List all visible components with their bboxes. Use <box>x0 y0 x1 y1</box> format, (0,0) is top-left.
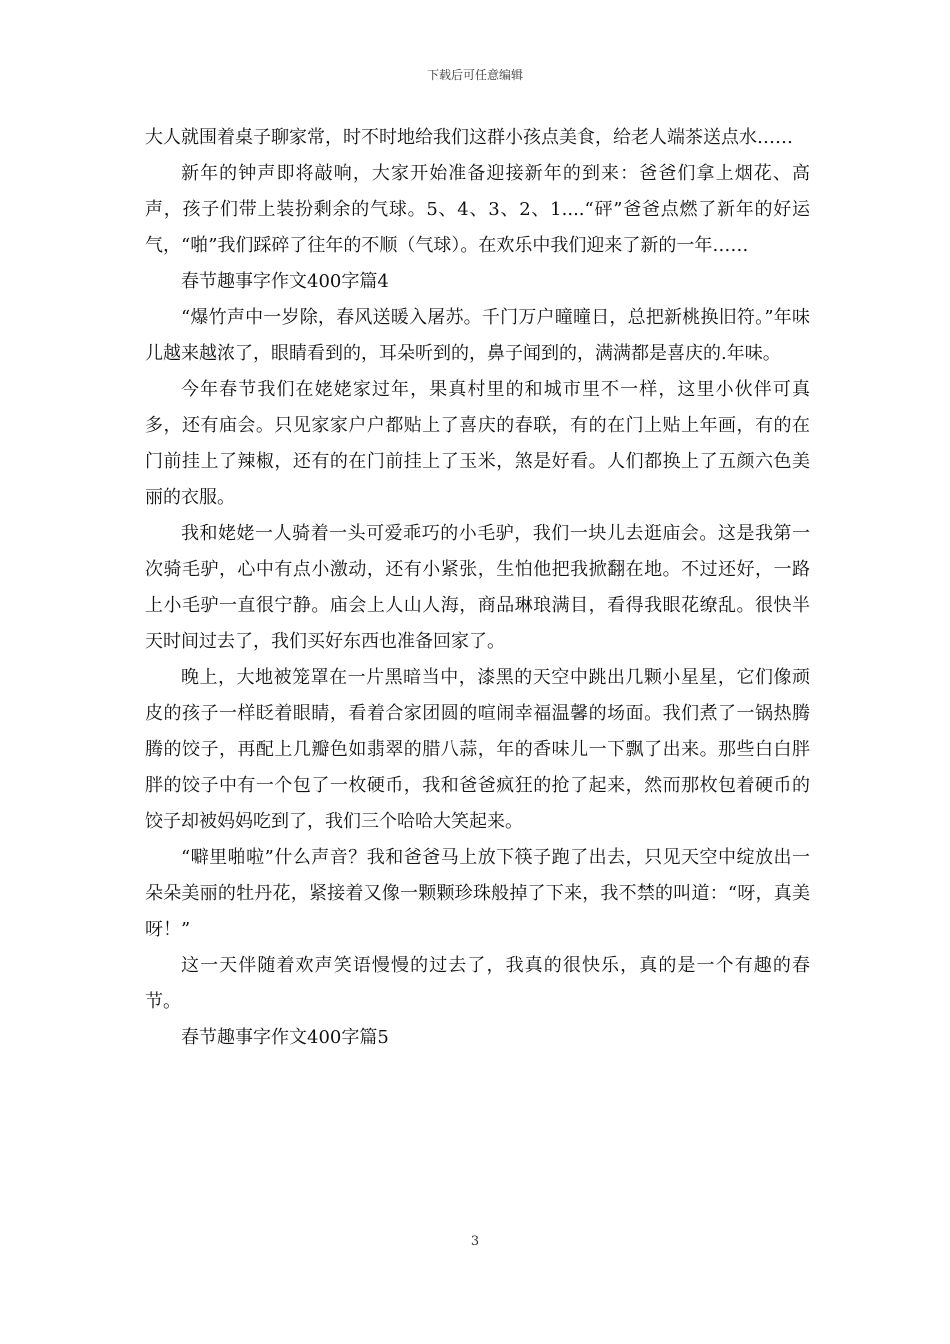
page-header: 下载后可任意编辑 <box>426 68 523 82</box>
paragraph-poem-intro: “爆竹声中一岁除，春风送暖入屠苏。千门万户曈曈日，总把新桃换旧符。”年味儿越来越浓了，眼睛看到的，耳朵听到的，鼻子闻到的，满满都是喜庆的.年味。 <box>145 307 810 364</box>
paragraph-continuation: 大人就围着桌子聊家常，时不时地给我们这群小孩点美食，给老人端茶送点水…… <box>145 127 793 148</box>
page-number: 3 <box>470 1234 480 1249</box>
document-body <box>145 120 810 1056</box>
paragraph-new-year-countdown: 新年的钟声即将敲响，大家开始准备迎接新年的到来：爸爸们拿上烟花、高声，孩子们带上装扮剩余的气球。5、4、3、2、1....“砰”爸爸点燃了新年的好运气，“啪”我们踩碎了往年的不顺（气球）。在欢乐中我们迎来了新的一年…… <box>145 163 810 256</box>
paragraph-conclusion: 这一天伴随着欢声笑语慢慢的过去了，我真的很快乐，真的是一个有趣的春节。 <box>145 955 810 1012</box>
section-heading-essay-4: 春节趣事字作文400字篇4 <box>181 271 389 292</box>
section-heading-essay-5: 春节趣事字作文400字篇5 <box>181 1027 389 1048</box>
paragraph-fireworks: “噼里啪啦”什么声音？我和爸爸马上放下筷子跑了出去，只见天空中绽放出一朵朵美丽的牡丹花，紧接着又像一颗颗珍珠般掉了下来，我不禁的叫道：“呀，真美呀！” <box>145 847 810 940</box>
paragraph-evening-dumplings: 晚上，大地被笼罩在一片黑暗当中，漆黑的天空中跳出几颗小星星，它们像顽皮的孩子一样眨着眼睛，看着合家团圆的喧闹幸福温馨的场面。我们煮了一锅热腾腾的饺子，再配上几瓣色如翡翠的腊八蒜，年的香味儿一下飘了出来。那些白白胖胖的饺子中有一个包了一枚硬币，我和爸爸疯狂的抢了起来，然而那枚包着硬币的饺子却被妈妈吃到了，我们三个哈哈大笑起来。 <box>145 667 810 832</box>
paragraph-donkey-ride: 我和姥姥一人骑着一头可爱乖巧的小毛驴，我们一块儿去逛庙会。这是我第一次骑毛驴，心中有点小激动，还有小紧张，生怕他把我掀翻在地。不过还好，一路上小毛驴一直很宁静。庙会上人山人海，商品琳琅满目，看得我眼花缭乱。很快半天时间过去了，我们买好东西也准备回家了。 <box>145 523 810 652</box>
paragraph-grandma-village: 今年春节我们在姥姥家过年，果真村里的和城市里不一样，这里小伙伴可真多，还有庙会。只见家家户户都贴上了喜庆的春联，有的在门上贴上年画，有的在门前挂上了辣椒，还有的在门前挂上了玉米，煞是好看。人们都换上了五颜六色美丽的衣服。 <box>145 379 810 508</box>
